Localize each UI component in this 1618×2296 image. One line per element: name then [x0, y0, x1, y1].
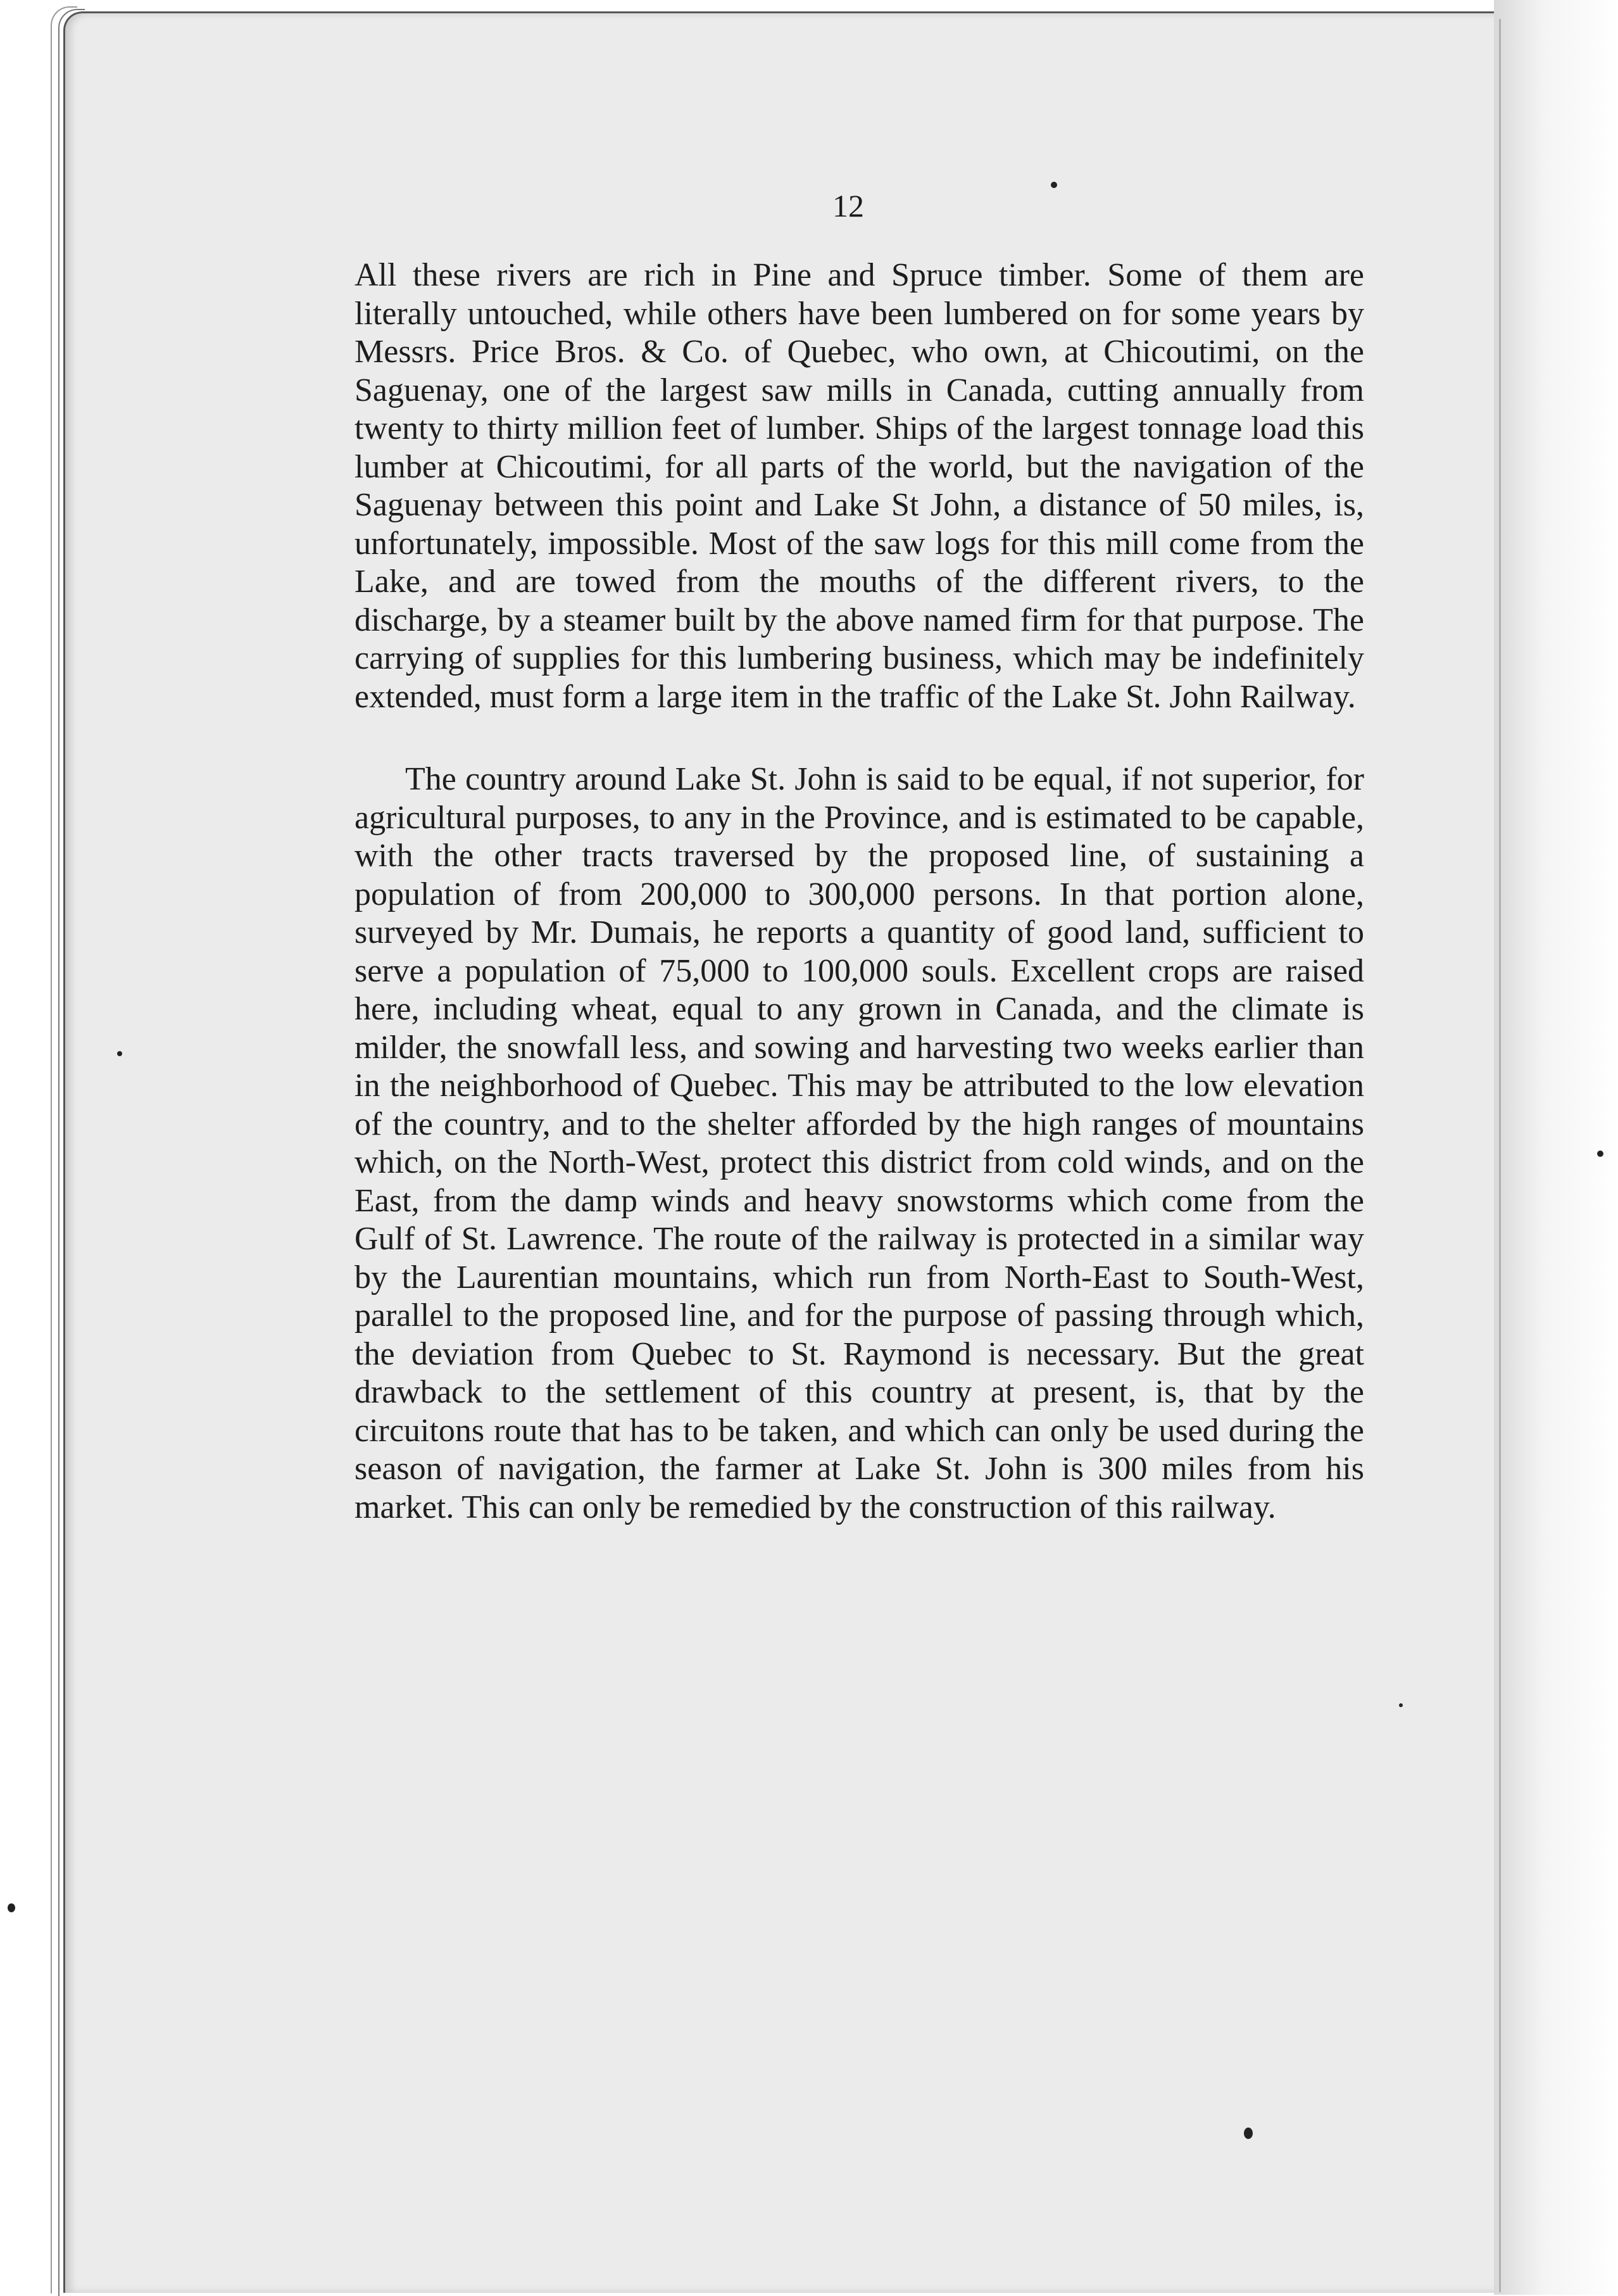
scan-speck: [1051, 182, 1057, 188]
scan-speck: [8, 1903, 15, 1912]
binding-gutter: [1494, 0, 1618, 2295]
paragraph-lake-st-john-country: The country around Lake St. John is said to be equal, if not superior, for agricultural purposes, to any in the Province, and is estimated to be capable, with the other tracts traversed by the proposed line, of sustaining a population of from 200,000 to 300,000 persons. In that portion alone, surveyed by Mr. Dumais, he reports a quantity of good land, sufficient to serve a population of 75,000 to 100,000 souls. Excellent crops are raised here, including wheat, equal to any grown in Canada, and the climate is milder, the snowfall less, and sowing and harvesting two weeks earlier than in the neighborhood of Quebec. This may be attributed to the low elevation of the country, and to the shelter afforded by the high ranges of mountains which, on the North-West, protect this district from cold winds, and on the East, from the damp winds and heavy snowstorms which come from the Gulf of St. Lawrence. The route of the railway is protected in a similar way by the Laurentian mountains, which run from North-East to South-West, parallel to the proposed line, and for the purpose of passing through which, the deviation from Quebec to St. Raymond is necessary. But the great drawback to the settlement of this country at present, is, that by the circuitons route that has to be taken, and which can only be used during the season of navigation, the farmer at Lake St. John is 300 miles from his market. This can only be remedied by the construction of this railway.: [354, 761, 1364, 1525]
scan-speck: [1399, 1703, 1403, 1707]
scan-speck: [117, 1051, 122, 1056]
page-number: 12: [832, 188, 864, 224]
scan-speck: [1597, 1151, 1603, 1157]
gutter-fold-line: [1499, 19, 1501, 2292]
scan-speck: [1244, 2128, 1253, 2139]
body-text: [354, 256, 1364, 1527]
paragraph-rivers-timber: All these rivers are rich in Pine and Spruce timber. Some of them are literally untouched, while others have been lumbered on for some years by Messrs. Price Bros. & Co. of Quebec, who own, at Chicoutimi, on the Saguenay, one of the largest saw mills in Canada, cutting annually from twenty to thirty million feet of lumber. Ships of the largest tonnage load this lumber at Chicoutimi, for all parts of the world, but the navigation of the Saguenay between this point and Lake St John, a distance of 50 miles, is, unfortunately, impossible. Most of the saw logs for this mill come from the Lake, and are towed from the mouths of the different rivers, to the discharge, by a steamer built by the above named firm for that purpose. The carrying of supplies for this lumbering business, which may be indefinitely extended, must form a large item in the traffic of the Lake St. John Railway.: [354, 257, 1364, 715]
